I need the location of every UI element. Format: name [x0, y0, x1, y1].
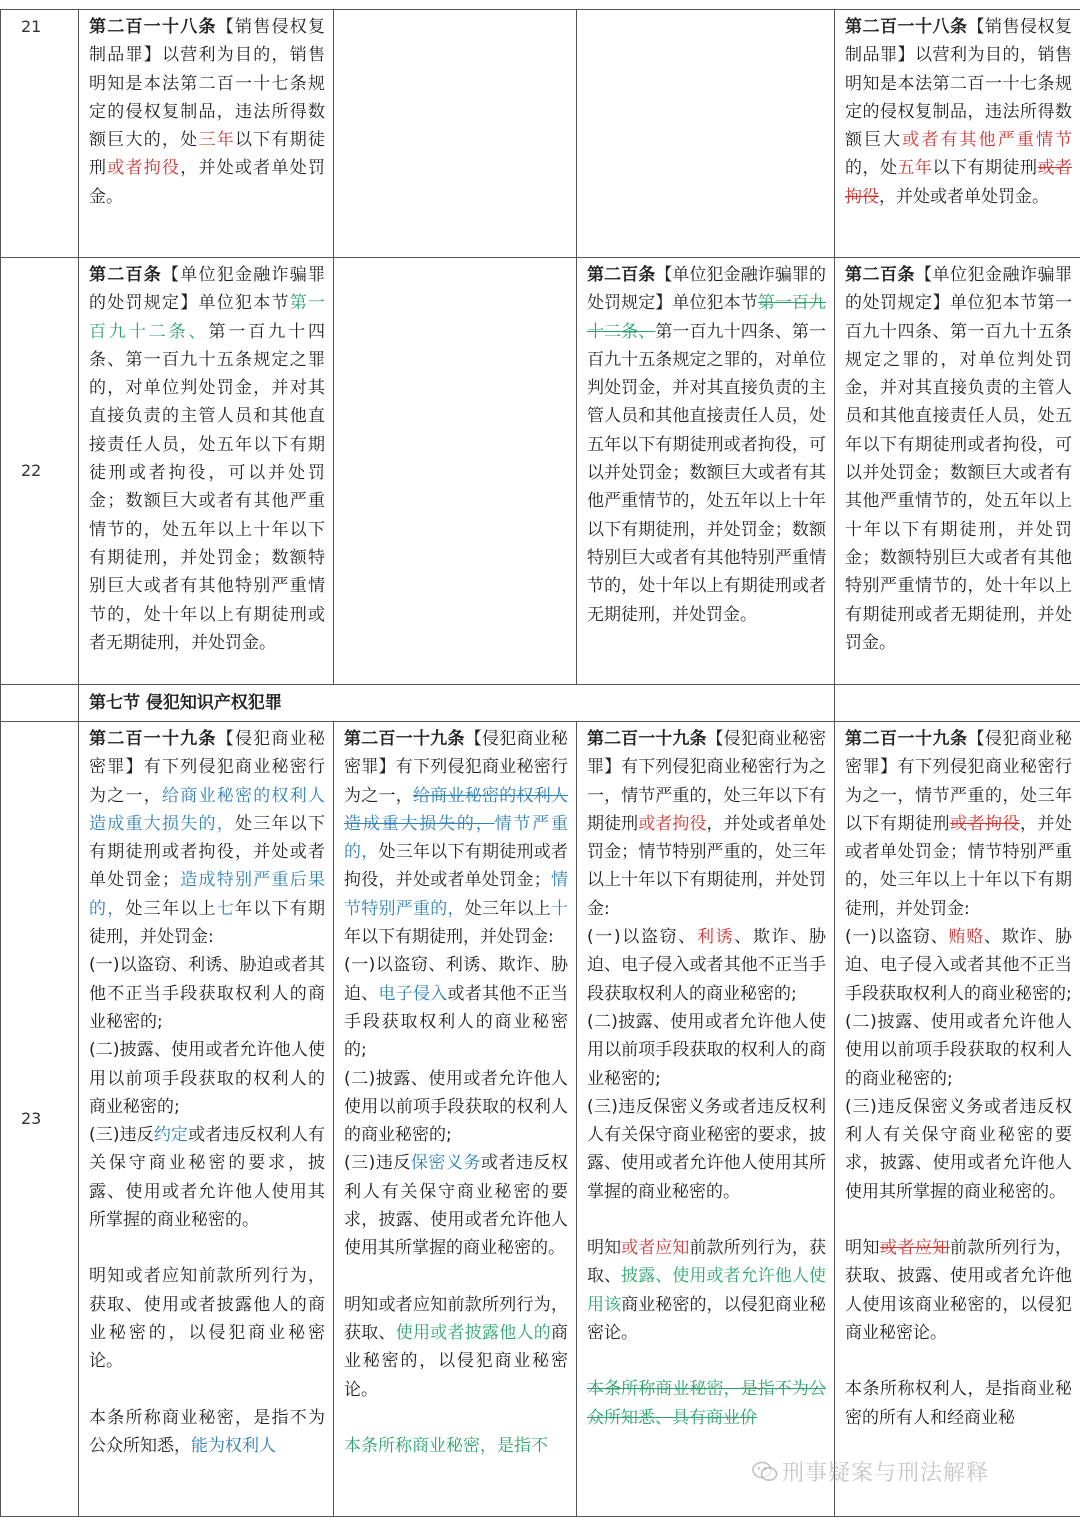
amended-text: 七: [216, 898, 235, 919]
amended-text: 情节特别严重的，: [344, 870, 568, 919]
clause: (一)以盗窃、利诱、欺诈、胁迫、: [344, 955, 568, 1004]
paragraph: 本条所称商业秘密，是指不为公众所知悉，: [89, 1407, 325, 1456]
article-text: 第一百九十四条、第一百九十五条规定之罪的，对单位判处罚金，并对其直接负责的主管人员和其他直接责任人员，处五年以下有期徒刑或者拘役，可以并处罚金；数额巨大或者有其他严重情节的，处五年以上十年以下有期徒刑，并处罚金；数额特别巨大或者有其他特别严重情节的，处十年以上有期徒刑或者无期徒刑，并处罚金。: [587, 321, 827, 625]
empty-cell: [334, 10, 577, 258]
clause: (二)披露、使用或者允许他人使用以前项手段获取的权利人的商业秘密的;: [845, 1011, 1072, 1089]
clause: 、欺诈、胁迫、电子侵入或者其他不正当手段获取权利人的商业秘密的;: [845, 927, 1073, 1004]
empty-cell: [835, 685, 1080, 722]
article-text: 处三年以下有期徒刑或者拘役，并处或者单处罚金；: [344, 842, 568, 891]
empty-cell: [577, 10, 835, 258]
article-text: 处三年以上: [125, 898, 217, 919]
article-text: 年以下有期徒刑，并处罚金:: [89, 898, 325, 948]
section-cell: [79, 685, 835, 722]
paragraph: 商业秘密的，以侵犯商业秘密论。: [587, 1294, 827, 1343]
paragraph: 明知: [587, 1238, 622, 1259]
amended-text: 五年: [897, 158, 933, 179]
deleted-text: 或者拘役: [845, 158, 1072, 207]
article-title: 第二百一十九条: [845, 729, 968, 749]
deleted-text: 或者拘役: [950, 813, 1020, 834]
empty-cell: [1, 685, 79, 722]
amended-text: 给商业秘密的权利人造成重大损失的，: [89, 785, 325, 834]
amended-text: 或者有其他严重情节: [902, 130, 1073, 151]
article-cell: [835, 10, 1080, 258]
clause: (三)违反保密义务或者违反权利人有关保守商业秘密的要求，披露、使用或者允许他人使用其所掌握的商业秘密的。: [587, 1096, 826, 1202]
article-cell: [79, 10, 334, 258]
clause: (一)以盗窃、利诱、胁迫或者其他不正当手段获取权利人的商业秘密的;: [89, 955, 325, 1032]
amended-text: 保密义务: [410, 1153, 481, 1174]
paragraph: 本条所称权利人，是指商业秘密的所有人和经商业秘: [845, 1379, 1072, 1428]
paragraph: 明知: [845, 1238, 880, 1259]
article-text: 【侵犯商业秘密罪】有下列侵犯商业秘密行为之一，情节严重的，处三年以下有期徒刑: [845, 729, 1072, 834]
deleted-text: 给商业秘密的权利人造成重大损失的，: [344, 785, 568, 834]
watermark-text: 刑事疑案与刑法解释: [782, 1461, 990, 1486]
article-title: 第二百条: [587, 265, 656, 285]
amended-text: 电子侵入: [378, 983, 448, 1004]
paragraph: 商业秘密的，以侵犯商业秘密论。: [344, 1322, 568, 1400]
deleted-text: 第一百九十二条、: [587, 293, 827, 342]
article-text: 第一百九十四条、第一百九十五条规定之罪的，对单位判处罚金，并对其直接负责的主管人员和其他直接责任人员，处五年以下有期徒刑或者拘役，可以并处罚金；数额巨大或者有其他严重情节的，处五年以上十年以下有期徒刑，并处罚金；数额特别巨大或者有其他特别严重情节的，处十年以上有期徒刑或者无期徒刑，并处罚金。: [89, 321, 326, 653]
article-cell: [835, 258, 1080, 685]
amended-text: 情节严重的，: [344, 813, 569, 863]
article-text: ，并处或者单处罚金。: [89, 158, 325, 207]
table-row: [1, 258, 1080, 685]
amended-text: 造成特别严重后果的，: [89, 870, 325, 919]
amended-text: 或者应知: [621, 1238, 690, 1259]
watermark: [752, 1456, 989, 1487]
article-text: 【侵犯商业秘密罪】有下列侵犯商业秘密行为之一，: [344, 729, 568, 806]
article-cell: [577, 722, 835, 1517]
amended-text: 或者拘役: [107, 158, 181, 179]
article-title: 第二百条: [89, 265, 162, 285]
article-title: 第二百一十九条: [89, 729, 217, 749]
amended-text: 贿赂: [948, 927, 985, 948]
amended-text: 三年: [198, 130, 235, 151]
table-row: [1, 10, 1080, 258]
amended-text: 使用或者披露他人的: [395, 1322, 551, 1343]
article-text: ，并处或者单处罚金。: [879, 186, 1049, 207]
article-text: ，并处或者单处罚金；情节特别严重的，处三年以上十年以下有期徒刑，并处罚金:: [845, 813, 1072, 919]
article-text: 【侵犯商业秘密罪】有下列侵犯商业秘密行为之一，情节严重的，处三年以下有期徒刑: [587, 729, 827, 834]
article-title: 第二百一十九条: [587, 729, 707, 749]
row-number: 22: [1, 258, 79, 685]
article-text: 【销售侵权复制品罪】以营利为目的，销售明知是本法第二百一十七条规定的侵权复制品，违法所得数额巨大的，处: [89, 17, 325, 151]
article-cell: [79, 722, 334, 1517]
clause: (三)违反: [344, 1153, 411, 1174]
row-number: 21: [1, 10, 79, 258]
section-row: [1, 685, 1080, 722]
article-text: 【侵犯商业秘密罪】有下列侵犯商业秘密行为之一，: [89, 729, 325, 806]
clause: (一)以盗窃、: [587, 927, 697, 948]
paragraph: 本条所称商业秘密，是指不: [344, 1435, 548, 1456]
wechat-icon: [752, 1461, 778, 1483]
paragraph: 明知或者应知前款所列行为，获取、: [344, 1294, 568, 1343]
article-text: 【销售侵权复制品罪】以营利为目的，销售明知是本法第二百一十七条规定的侵权复制品，违法所得数额巨大: [845, 17, 1072, 151]
article-text: 【单位犯金融诈骗罪的处罚规定】单位犯本节: [89, 265, 325, 314]
article-text: 【单位犯金融诈骗罪的处罚规定】单位犯本节第一百九十四条、第一百九十五条规定之罪的，对单位判处罚金，并对其直接负责的主管人员和其他直接责任人员，处五年以下有期徒刑或者拘役，可以并处罚金；数额巨大或者有其他严重情节的，处五年以上十年以下有期徒刑，并处罚金；数额特别巨大或者有其他特别严重情节的，处十年以上有期徒刑或者无期徒刑，并处罚金。: [845, 265, 1072, 653]
clause: (三)违反: [89, 1125, 154, 1146]
clause: 、欺诈、胁迫、电子侵入或者其他不正当手段获取权利人的商业秘密的;: [587, 927, 826, 1004]
article-cell: [334, 722, 577, 1517]
amended-text: 利诱: [696, 927, 735, 948]
amended-text: 披露、使用或者允许他人使用该: [587, 1266, 827, 1315]
article-cell: [835, 722, 1080, 1517]
article-text: ，并处或者单处罚金；情节特别严重的，处三年以上十年以下有期徒刑，并处罚金:: [587, 813, 827, 919]
law-comparison-table: [0, 9, 1080, 1517]
article-text: 的，处: [845, 158, 898, 179]
amended-text: 第一百九十二条、: [89, 293, 325, 342]
clause: (二)披露、使用或者允许他人使用以前项手段获取的权利人的商业秘密的;: [344, 1068, 568, 1146]
article-title: 第二百条: [845, 265, 915, 285]
table-row: [1, 722, 1080, 1517]
deleted-text: 或者应知: [880, 1238, 950, 1259]
clause: 或者其他不正当手段获取权利人的商业秘密的;: [344, 983, 568, 1061]
article-cell: [577, 258, 835, 685]
amended-text: 或者拘役: [638, 813, 707, 834]
deleted-text: 本条所称商业秘密，是指不为公众所知悉、具有商业价: [587, 1379, 826, 1428]
clause: 或者违反权利人有关保守商业秘密的要求，披露、使用或者允许他人使用其所掌握的商业秘密的。: [344, 1153, 569, 1259]
article-text: 以下有期徒刑: [89, 130, 325, 179]
clause: (二)披露、使用或者允许他人使用以前项手段获取的权利人的商业秘密的;: [587, 1011, 826, 1089]
article-title: 第二百一十八条: [89, 17, 217, 37]
article-text: 处三年以下有期徒刑或者拘役，并处或者单处罚金；: [89, 813, 325, 891]
article-text: 以下有期徒刑: [932, 158, 1038, 179]
article-text: 处三年以上: [464, 898, 551, 919]
paragraph: 前款所列行为，获取、披露、使用或者允许他人使用该商业秘密的，以侵犯商业秘密论。: [845, 1238, 1072, 1343]
clause: (二)披露、使用或者允许他人使用以前项手段获取的权利人的商业秘密的;: [89, 1040, 325, 1117]
section-title: 第七节 侵犯知识产权犯罪: [89, 693, 282, 713]
amended-text: 十: [551, 898, 568, 919]
paragraph: 前款所列行为，获取、: [587, 1238, 827, 1287]
empty-cell: [334, 258, 577, 685]
article-cell: [79, 258, 334, 685]
amended-text: 约定: [153, 1125, 189, 1146]
article-text: 年以下有期徒刑，并处罚金:: [344, 927, 554, 948]
clause: 或者违反权利人有关保守商业秘密的要求，披露、使用或者允许他人使用其所掌握的商业秘密的。: [89, 1125, 326, 1231]
article-title: 第二百一十九条: [344, 729, 465, 749]
article-title: 第二百一十八条: [845, 17, 968, 37]
clause: (三)违反保密义务或者违反权利人有关保守商业秘密的要求，披露、使用或者允许他人使用其所掌握的商业秘密的。: [845, 1096, 1072, 1202]
paragraph: 明知或者应知前款所列行为，获取、使用或者披露他人的商业秘密的，以侵犯商业秘密论。: [89, 1266, 325, 1372]
clause: (一)以盗窃、: [845, 927, 949, 948]
row-number: 23: [1, 722, 79, 1517]
article-text: 【单位犯金融诈骗罪的处罚规定】单位犯本节: [587, 265, 827, 314]
amended-text: 能为权利人: [191, 1435, 276, 1456]
